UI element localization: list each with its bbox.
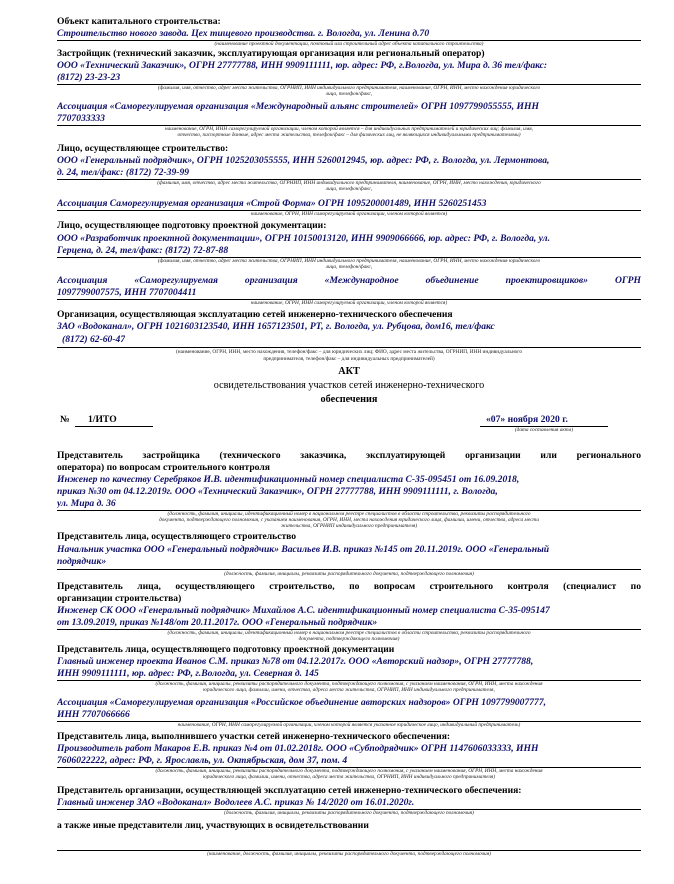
rep-builder-control-note-line2: документа, подтверждающего полномочия): [298, 636, 400, 642]
rep-builder-control-value-line1: Инженер СК ООО «Генеральный подрядчик» Михайлов А.С. идентификационный номер специалиста С-35-095147: [57, 605, 550, 616]
designer-label: Лицо, осуществляющее подготовку проектной документации:: [57, 220, 327, 231]
developer-label: Застройщик (технический заказчик, эксплуатирующая организация или региональный оператор): [57, 48, 485, 59]
rep-designer-sro-line1: Ассоциация «Саморегулируемая организация «Российское объединение авторских надзоров» ОГРН 1097799007777,: [57, 697, 547, 708]
rep-developer-label-line1: Представитель застройщика (технического заказчика, эксплуатирующей организации или регионального: [57, 450, 641, 461]
developer-sro-line2: 7707033333: [57, 113, 105, 124]
rep-performer-label: Представитель лица, выполнившего участки сетей инженерно-технического обеспечения:: [57, 731, 451, 742]
act-date: «07» ноября 2020 г.: [486, 414, 568, 425]
builder-note-line2: лица, телефон/факс,: [325, 186, 373, 192]
rule: [57, 347, 641, 348]
developer-note-line2: лица, телефон/факс,: [325, 91, 373, 97]
rep-builder-control-label-line2: организации строительства): [57, 593, 182, 604]
rep-builder-value-line1: Начальник участка ООО «Генеральный подрядчик» Васильев И.В. приказ №145 от 20.11.2019г. ООО «Генеральный: [57, 544, 550, 555]
rep-developer-label-line2: оператора) по вопросам строительного контроля: [57, 462, 270, 473]
object-value: Строительство нового завода. Цех тищевого производства. г. Вологда, ул. Ленина д.70: [57, 28, 430, 39]
rep-performer-value-line2: 7606022222, адрес: РФ, г. Ярославль, ул. Октябрьская, дом 37, пом. 4: [57, 755, 348, 766]
rule: [75, 426, 153, 427]
designer-value-line1: ООО «Разработчик проектной документации», ОГРН 10150013120, ИНН 9909066666, юр. адрес: РФ, г. Вологда, ул.: [57, 233, 551, 244]
developer-value-line2: (8172) 23-23-23: [57, 72, 121, 83]
developer-sro-note-line2: отчество, паспортные данные, адрес места жительства, телефон/факс – для физических лиц, не являющихся индивидуальными предпринимателями): [177, 132, 521, 138]
designer-note-line2: лица, телефон/факс,: [325, 264, 373, 270]
rep-performer-note-line2: юридического лица, фамилии, имени, отчества, адреса места жительства, ОГРНИП, ИНН индивидуального предпринимателя): [202, 774, 496, 780]
designer-note-line1: (фамилия, имя, отчество, адрес места жительства, ОГРНИП, ИНН индивидуального предпринимателя, наименование, ОГРН, ИНН, место нахождения юридического: [157, 258, 541, 264]
rep-designer-label: Представитель лица, осуществляющего подготовку проектной документации: [57, 644, 395, 655]
act-subtitle-line1: освидетельствования участков сетей инженерно-технического: [213, 380, 485, 391]
developer-sro-note-line1: наименование, ОГРН, ИНН саморегулируемой организации, членом которой является – для индивидуальных предпринимателей и юридических лиц; фамилия, имя,: [165, 126, 533, 132]
designer-value-line2: Герцена, д. 24, тел/факс: (8172) 72-87-88: [57, 245, 229, 256]
operator-value-line1: ЗАО «Водоканал», ОГРН 1021603123540, ИНН 1657123501, РТ, г. Вологда, ул. Рубцова, дом16, тел/факс: [57, 321, 495, 332]
designer-sro-line2: 1097799007575, ИНН 7707004411: [57, 287, 197, 298]
others-note: (наименование, должность, фамилия, инициалы, реквизиты распорядительного документа, подтверждающего полномочия): [207, 851, 491, 857]
rep-builder-control-label-line1: Представитель лица, осуществляющего строительство, по вопросам строительного контроля (специалист по: [57, 581, 641, 592]
object-note: (наименование проектной документации, почтовый или строительный адрес объекта капитального строительства): [214, 41, 484, 47]
developer-sro-line1: Ассоциация «Саморегулируемая организация «Международный альянс строителей» ОГРН 1097799055555, ИНН: [57, 101, 539, 112]
act-date-note: (дата составления акта): [514, 427, 574, 433]
designer-sro-note: наименование, ОГРН, ИНН саморегулируемой организации, членом которой является): [250, 300, 448, 306]
rep-operator-value: Главный инженер ЗАО «Водоканал» Водолеев А.С. приказ № 14/2020 от 16.01.2020г.: [57, 797, 415, 808]
builder-value-line1: ООО «Генеральный подрядчик», ОГРН 1025203055555, ИНН 5260012945, юр. адрес: РФ, г. Вологда, ул. Лермонтова,: [57, 155, 550, 166]
rep-developer-note-line1: (должность, фамилия, инициалы, идентификационный номер в национальном реестре специалистов в области строительства, реквизиты распорядительного: [167, 511, 531, 517]
rep-performer-note-line1: (должность, фамилия, инициалы, реквизиты распорядительного документа, подтверждающего полномочия, с указанием наименования, ОГРН, ИНН, места нахождения: [155, 768, 543, 774]
rep-developer-note-line2: документа, подтверждающего полномочия, с указанием наименования, ОГРН, ИНН, места нахождения юридического лица, фамилии, имени, отчества, адреса места: [159, 517, 539, 523]
rep-builder-control-value-line2: от 13.09.2019, приказ №148/от 20.11.2017г. ООО «Генеральный подрядчик»: [57, 617, 378, 628]
act-number-sign: №: [60, 414, 70, 425]
act-title: АКТ: [338, 366, 360, 377]
operator-value-line2: (8172) 62-60-47: [62, 334, 126, 345]
object-label: Объект капитального строительства:: [57, 16, 221, 27]
rep-builder-control-note-line1: (должность, фамилия, инициалы, идентификационный номер в национальном реестре специалистов в области строительства, реквизиты распорядительного: [167, 630, 531, 636]
rep-designer-note-line2: юридического лица, фамилии, имени, отчества, адреса места жительства, ОГРНИП, ИНН индивидуального предпринимателя,: [203, 687, 495, 693]
rep-designer-note-line1: (должность, фамилия, инициалы, реквизиты распорядительного документа, подтверждающего полномочия, с указанием наименования, ОГРН, ИНН, места нахождения: [155, 681, 543, 687]
act-subtitle-line2: обеспечения: [320, 394, 378, 405]
rep-builder-label: Представитель лица, осуществляющего строительство: [57, 531, 297, 542]
rep-designer-sro-line2: ИНН 7707066666: [57, 709, 130, 720]
rep-builder-note: (должность, фамилия, инициалы, реквизиты распорядительного документа, подтверждающего полномочия): [224, 571, 474, 577]
rep-designer-value-line2: ИНН 9909111111, юр. адрес: РФ, г.Вологда, ул. Северная д. 145: [57, 668, 319, 679]
operator-note-line2: предпринимателя, телефон/факс – для индивидуальных предпринимателей): [263, 356, 435, 362]
designer-sro-line1: Ассоциация «Саморегулируемая организация «Международное объединение проектировщиков» ОГРН: [57, 275, 641, 286]
builder-value-line2: д. 24, тел/факс: (8172) 72-39-99: [57, 167, 190, 178]
operator-label: Организация, осуществляющая эксплуатацию сетей инженерно-технического обеспечения: [57, 309, 453, 320]
operator-note-line1: (наименование, ОГРН, ИНН, место нахождения, телефон/факс – для юридических лиц; ФИО, адрес места жительства, ОГРНИП, ИНН индивидуального: [176, 349, 522, 355]
rep-developer-note-line3: жительства, ОГРНИП индивидуального предпринимателя): [280, 523, 418, 529]
rep-designer-value-line1: Главный инженер проекта Иванов С.М. приказ №78 от 04.12.2017г. ООО «Авторский надзор», ОГРН 27777788,: [57, 656, 534, 667]
builder-label: Лицо, осуществляющее строительство:: [57, 143, 229, 154]
rep-builder-value-line2: подрядчик»: [57, 556, 107, 567]
rep-developer-value-line2: приказ №30 от 04.12.2019г. ООО «Технический Заказчик», ОГРН 27777788, ИНН 9909111111, г. Вологда,: [57, 486, 498, 497]
rep-operator-note: (должность, фамилия, инициалы, реквизиты распорядительного документа, подтверждающего полномочия): [224, 810, 474, 816]
rep-operator-label: Представитель организации, осуществляющей эксплуатацию сетей инженерно-технического обеспечения:: [57, 785, 522, 796]
act-number: 1/ИТО: [88, 414, 117, 425]
rep-designer-sro-note: наименование, ОГРН, ИНН саморегулируемой организации, членом которой является указанное юридическое лицо, индивидуальный предприниматель): [177, 722, 521, 728]
developer-value-line1: ООО «Технический Заказчик», ОГРН 27777788, ИНН 9909111111, юр. адрес: РФ, г.Вологда, ул. Мира д. 36 тел/факс:: [57, 60, 548, 71]
rep-developer-value-line3: ул. Мира д. 36: [57, 498, 116, 509]
builder-sro-note: наименование, ОГРН, ИНН саморегулируемой организации, членом которой является): [250, 211, 448, 217]
rep-developer-value-line1: Инженер по качеству Серебряков И.В. идентификационный номер специалиста С-35-095451 от 16.09.2018,: [57, 474, 520, 485]
rep-performer-value-line1: Производитель работ Макаров Е.В. приказ №4 от 01.02.2018г. ООО «Субподрядчик» ОГРН 1147606033333, ИНН: [57, 743, 539, 754]
builder-sro: Ассоциация Саморегулируемая организация «Строй Форма» ОГРН 1095200001489, ИНН 5260251453: [57, 198, 487, 209]
developer-note-line1: (фамилия, имя, отчество, адрес места жительства, ОГРНИП, ИНН индивидуального предпринимателя, наименование, ОГРН, ИНН, место нахождения юридического: [157, 85, 541, 91]
others-label: а также иные представители лиц, участвующих в освидетельствовании: [57, 820, 369, 831]
rule: [57, 569, 641, 570]
builder-note-line1: (фамилия, имя, отчество, адрес места жительства, ОГРНИП, ИНН индивидуального предпринимателя, наименование, ОГРН, ИНН, место нахождения, юридического: [157, 180, 541, 186]
